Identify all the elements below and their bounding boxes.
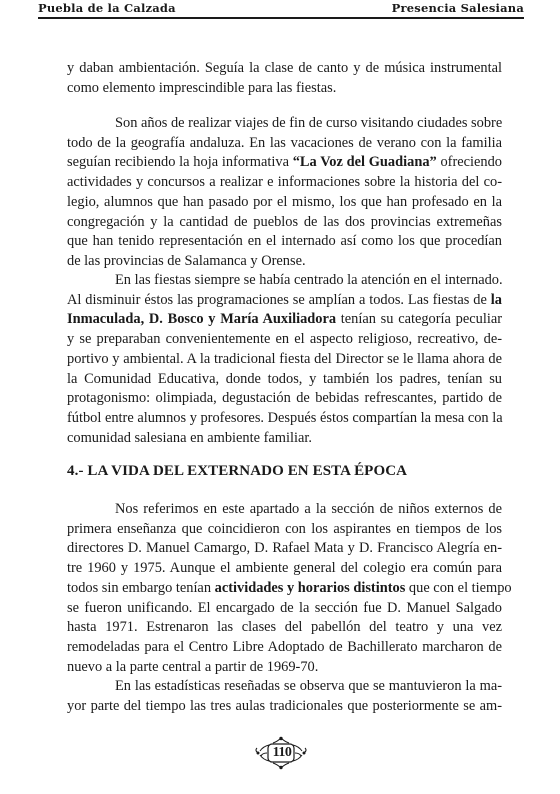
page-number: 110: [272, 745, 292, 760]
text-run: ofreciendo: [436, 154, 502, 171]
text-line: como elemento imprescindible para las fiestas.: [67, 79, 337, 96]
text-run: todos sin embargo tenían: [67, 579, 215, 596]
page-number-badge: [253, 736, 309, 770]
header-chapter-title: Presencia Salesiana: [391, 1, 524, 15]
text-line: [67, 291, 502, 311]
text-line: En las fiestas siempre se había centrado la atención en el internado.: [115, 272, 503, 288]
text-line: se fueron unificando. El encargado de la sección fue D. Manuel Salgado: [67, 599, 502, 616]
text-line: [67, 153, 502, 173]
paragraph-4: [67, 500, 512, 677]
text-line: actividades y concursos a realizar e informaciones sobre la historia del co-: [67, 174, 502, 191]
text-line: hasta 1971. Estrenaron las clases del pabellón del teatro y una vez: [67, 619, 502, 636]
text-line: remodeladas para el Centro Libre Adoptado de Bachillerato marcharon de: [67, 638, 502, 655]
feast-names: Inmaculada, D. Bosco y María Auxiliadora: [67, 311, 337, 328]
text-line: portivo y ambiental. A la tradicional fiesta del Director se le llama ahora de: [67, 350, 502, 367]
text-line: comunidad salesiana en ambiente familiar.: [67, 429, 312, 446]
text-line: todo de la geografía andaluza. En las vacaciones de verano con la familia: [67, 134, 502, 151]
text-line: la Comunidad Educativa, donde todos, y también los padres, tenían su: [67, 370, 502, 387]
text-line: En las estadísticas reseñadas se observa que se mantuvieron la ma-: [115, 678, 502, 694]
text-line: primera enseñanza que coincidieron con los aspirantes en tiempos de los: [67, 520, 502, 537]
text-line: yor parte del tiempo las tres aulas tradicionales que posteriormente se am-: [67, 697, 502, 714]
paragraph-5: [67, 677, 502, 716]
text-line: legio, alumnos que han pasado por el mismo, los que han profesado en la: [67, 193, 502, 210]
header-book-title: Puebla de la Calzada: [38, 1, 176, 15]
text-run: seguían recibiendo la hoja informativa: [67, 154, 293, 171]
text-line: fútbol entre alumnos y profesores. Después éstos compartían la mesa con la: [67, 409, 503, 426]
newsletter-title: “La Voz del Guadiana”: [292, 154, 437, 171]
bold-run: la: [490, 291, 502, 308]
text-line: directores D. Manuel Camargo, D. Rafael Mata y D. Francisco Alegría en-: [67, 540, 502, 557]
text-line: protagonismo: olimpiada, degustación de bebidas refrescantes, partido de: [67, 390, 502, 407]
text-line: de las provincias de Salamanca y Orense.: [67, 252, 306, 269]
text-line: y se preparaban convenientemente en el aspecto religioso, recreativo, de-: [67, 331, 502, 348]
text-run: que con el tiempo: [405, 579, 512, 596]
text-line: y daban ambientación. Seguía la clase de canto y de música instrumental: [67, 60, 502, 76]
paragraph-1: [67, 59, 502, 98]
text-run: tenían su categoría peculiar: [336, 311, 502, 328]
text-line: que han tenido representación en el internado así como los que procedían: [67, 233, 502, 250]
text-line: [67, 579, 512, 599]
text-run: Al disminuir éstos las programaciones se amplían a todos. Las fiestas de: [67, 291, 491, 308]
bold-run: actividades y horarios distintos: [214, 579, 406, 596]
text-line: nuevo a la parte central a partir de 1969-70.: [67, 658, 319, 675]
paragraph-2: [67, 114, 502, 272]
text-line: [67, 310, 502, 330]
text-line: Son años de realizar viajes de fin de curso visitando ciudades sobre: [115, 115, 503, 131]
paragraph-3: [67, 271, 502, 448]
text-line: Nos referimos en este apartado a la sección de niños externos de: [115, 501, 502, 517]
text-line: congregación y la cantidad de pueblos de las dos provincias extremeñas: [67, 213, 502, 230]
running-header: [38, 0, 524, 19]
section-heading: 4.- LA VIDA DEL EXTERNADO EN ESTA ÉPOCA: [67, 463, 408, 479]
text-line: tre 1960 y 1975. Aunque el ambiente general del colegio era común para: [67, 560, 502, 577]
